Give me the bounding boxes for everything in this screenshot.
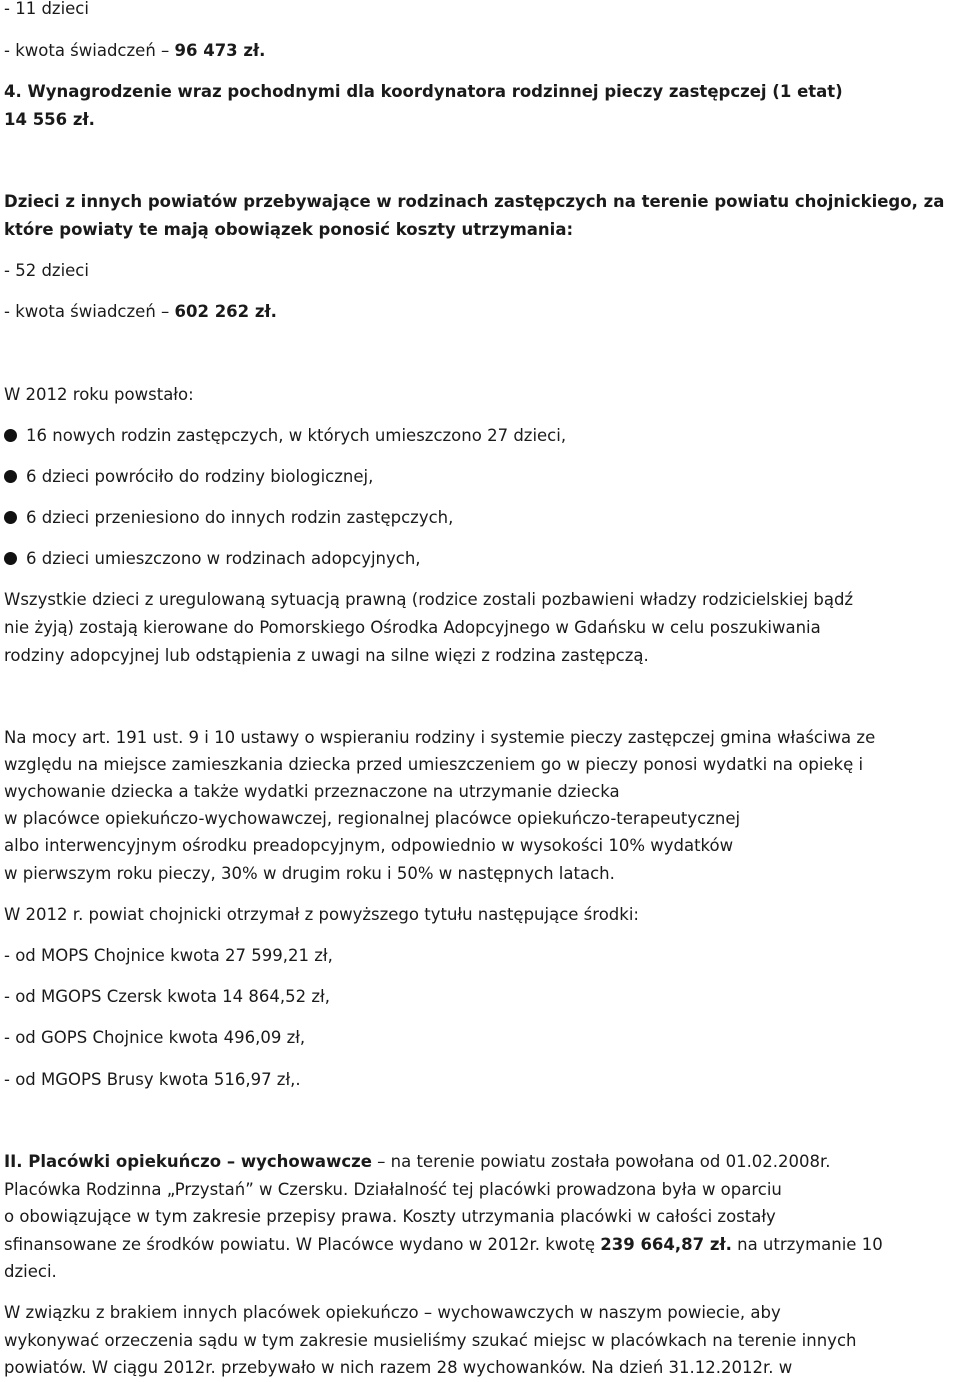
coordinator-salary: 14 556 zł. xyxy=(4,110,95,129)
amount-prefix: - kwota świadczeń – xyxy=(4,41,175,60)
bullet-icon xyxy=(4,429,17,442)
list-item xyxy=(4,425,566,447)
coordinator-heading: 4. Wynagrodzenie wraz pochodnymi dla koordynatora rodzinnej pieczy zastępczej (1 etat) xyxy=(4,82,843,101)
other-powiats-line-2: które powiaty te mają obowiązek ponosić koszty utrzymania: xyxy=(4,220,574,239)
adoption-para-line: nie żyją) zostają kierowane do Pomorskiego Ośrodka Adopcyjnego w Gdańsku w celu poszukiwania xyxy=(4,618,821,637)
law-para-line: albo interwencyjnym ośrodku preadopcyjnym, odpowiednio w wysokości 10% wydatków xyxy=(4,836,734,855)
other-children-count: - 52 dzieci xyxy=(4,261,89,280)
law-para-line: w pierwszym roku pieczy, 30% w drugim roku i 50% w następnych latach. xyxy=(4,864,615,883)
section-title: Placówki opiekuńczo – wychowawcze xyxy=(28,1152,372,1171)
placowka-line: o obowiązujące w tym zakresie przepisy prawa. Koszty utrzymania placówki w całości zostały xyxy=(4,1207,776,1226)
fund-item: - od MGOPS Brusy kwota 516,97 zł,. xyxy=(4,1070,301,1089)
section-number: II. xyxy=(4,1152,29,1171)
other-amount-prefix: - kwota świadczeń – xyxy=(4,302,175,321)
law-para-line: wychowanie dziecka a także wydatki przeznaczone na utrzymanie dziecka xyxy=(4,782,620,801)
list-item-text: 6 dzieci powróciło do rodziny biologicznej, xyxy=(26,467,374,486)
adoption-para-line: Wszystkie dzieci z uregulowaną sytuacją prawną (rodzice zostali pozbawieni władzy rodzicielskiej bądź xyxy=(4,590,854,609)
year-intro: W 2012 roku powstało: xyxy=(4,385,194,404)
fund-item: - od MGOPS Czersk kwota 14 864,52 zł, xyxy=(4,987,330,1006)
other-placowki-line: powiatów. W ciągu 2012r. przebywało w nich razem 28 wychowanków. Na dzień 31.12.2012r. w xyxy=(4,1358,793,1377)
cost-prefix: sfinansowane ze środków powiatu. W Placówce wydano w 2012r. kwotę xyxy=(4,1235,601,1254)
law-para-line: Na mocy art. 191 ust. 9 i 10 ustawy o wspieraniu rodziny i systemie pieczy zastępczej gmina właściwa ze xyxy=(4,728,876,747)
other-placowki-line: wykonywać orzeczenia sądu w tym zakresie musieliśmy szukać miejsc w placówkach na terenie innych xyxy=(4,1331,857,1350)
bullet-icon xyxy=(4,470,17,483)
section-heading-rest: – na terenie powiatu została powołana od 01.02.2008r. xyxy=(371,1152,831,1171)
list-item-text: 6 dzieci umieszczono w rodzinach adopcyjnych, xyxy=(26,549,421,568)
list-item xyxy=(4,466,373,488)
placowka-line: Placówka Rodzinna „Przystań” w Czersku. Działalność tej placówki prowadzona była w oparciu xyxy=(4,1180,782,1199)
list-item xyxy=(4,548,421,570)
other-powiats-line-1: Dzieci z innych powiatów przebywające w rodzinach zastępczych na terenie powiatu chojnickiego, za xyxy=(4,192,945,211)
adoption-para-line: rodziny adopcyjnej lub odstąpienia z uwagi na silne więzi z rodzina zastępczą. xyxy=(4,646,649,665)
list-item-text: 16 nowych rodzin zastępczych, w których umieszczono 27 dzieci, xyxy=(26,426,567,445)
fund-item: - od MOPS Chojnice kwota 27 599,21 zł, xyxy=(4,946,333,965)
section-heading xyxy=(4,1151,831,1173)
list-item xyxy=(4,507,453,529)
placowka-line: dzieci. xyxy=(4,1262,57,1281)
law-para-line: względu na miejsce zamieszkania dziecka przed umieszczeniem go w pieczy ponosi wydatki na opiekę i xyxy=(4,755,864,774)
children-count-line: - 11 dzieci xyxy=(4,0,89,18)
law-para-line: w placówce opiekuńczo-wychowawczej, regionalnej placówce opiekuńczo-terapeutycznej xyxy=(4,809,741,828)
list-item-text: 6 dzieci przeniesiono do innych rodzin zastępczych, xyxy=(26,508,454,527)
bullet-icon xyxy=(4,511,17,524)
amount-line xyxy=(4,40,265,62)
funds-intro: W 2012 r. powiat chojnicki otrzymał z powyższego tytułu następujące środki: xyxy=(4,905,639,924)
other-amount-line xyxy=(4,301,277,323)
other-amount-value: 602 262 zł. xyxy=(174,302,277,321)
cost-value: 239 664,87 zł. xyxy=(600,1235,732,1254)
amount-value: 96 473 zł. xyxy=(174,41,266,60)
cost-suffix: na utrzymanie 10 xyxy=(731,1235,883,1254)
placowka-cost-line xyxy=(4,1234,883,1256)
fund-item: - od GOPS Chojnice kwota 496,09 zł, xyxy=(4,1028,306,1047)
bullet-icon xyxy=(4,552,17,565)
other-placowki-line: W związku z brakiem innych placówek opiekuńczo – wychowawczych w naszym powiecie, aby xyxy=(4,1303,781,1322)
